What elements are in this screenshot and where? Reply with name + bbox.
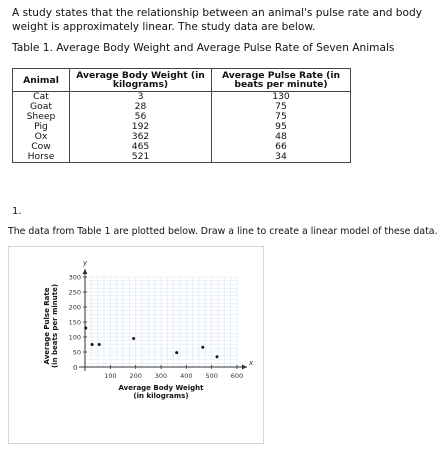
data-point — [98, 343, 101, 346]
table-row — [13, 122, 351, 132]
cell-animal: Pig — [13, 122, 70, 132]
cell-pulse: 75 — [212, 112, 351, 122]
data-point — [175, 351, 178, 354]
y-axis-letter: y — [83, 259, 88, 267]
cell-pulse: 34 — [212, 152, 351, 163]
y-axis-arrow-icon — [83, 269, 88, 274]
question-number: 1. — [12, 206, 22, 217]
x-tick-label: 300 — [154, 372, 168, 380]
y-tick-label: 50 — [72, 348, 81, 357]
y-tick-label: 100 — [68, 333, 81, 342]
y-tick-label: 250 — [68, 288, 81, 297]
table-row — [13, 92, 351, 103]
plot-area[interactable] — [8, 246, 264, 444]
cell-weight: 28 — [70, 102, 212, 112]
cell-weight: 362 — [70, 132, 212, 142]
table-row — [13, 112, 351, 122]
table-row — [13, 102, 351, 112]
cell-weight: 192 — [70, 122, 212, 132]
table-caption: Table 1. Average Body Weight and Average Pulse Rate of Seven Animals — [12, 42, 395, 54]
data-point — [215, 355, 218, 358]
cell-pulse: 95 — [212, 122, 351, 132]
x-axis-letter: x — [249, 359, 254, 367]
cell-pulse: 48 — [212, 132, 351, 142]
x-tick-label: 200 — [129, 372, 142, 380]
x-tick-label: 600 — [230, 372, 244, 380]
data-table — [12, 68, 351, 163]
cell-weight: 3 — [70, 92, 212, 103]
cell-weight: 56 — [70, 112, 212, 122]
header-animal: Animal — [13, 69, 70, 92]
x-axis-title: Average Body Weight (in kilograms) — [118, 384, 204, 400]
cell-pulse: 130 — [212, 92, 351, 103]
cell-animal: Cow — [13, 142, 70, 152]
ticks — [69, 273, 244, 380]
cell-weight: 465 — [70, 142, 212, 152]
y-tick-label: 300 — [68, 273, 81, 282]
header-body-weight: Average Body Weight (in kilograms) — [70, 69, 212, 92]
header-pulse-rate: Average Pulse Rate (in beats per minute) — [212, 69, 351, 92]
y-tick-label: 200 — [68, 303, 81, 312]
cell-animal: Ox — [13, 132, 70, 142]
cell-animal: Sheep — [13, 112, 70, 122]
data-point — [84, 327, 87, 330]
cell-animal: Cat — [13, 92, 70, 103]
intro-text: A study states that the relationship between an animal's pulse rate and body weight is approximately linear. The study data are below. — [12, 7, 422, 33]
x-tick-label: 400 — [180, 372, 193, 380]
scatter-plot[interactable] — [9, 247, 263, 443]
table-row — [13, 142, 351, 152]
y-axis-title: Average Pulse Rate(in beats per minute) — [43, 283, 59, 369]
cell-pulse: 75 — [212, 102, 351, 112]
origin-label: 0 — [73, 364, 78, 372]
cell-animal: Goat — [13, 102, 70, 112]
data-point — [201, 346, 204, 349]
table-row — [13, 152, 351, 163]
cell-pulse: 66 — [212, 142, 351, 152]
data-point — [132, 337, 135, 340]
cell-animal: Horse — [13, 152, 70, 163]
x-axis-arrow-icon — [242, 365, 247, 370]
grid — [85, 277, 237, 367]
x-tick-label: 100 — [104, 372, 117, 380]
table-header-row — [13, 69, 351, 92]
data-points — [84, 327, 218, 359]
x-tick-label: 500 — [205, 372, 218, 380]
y-tick-label: 150 — [68, 318, 81, 327]
table-row — [13, 132, 351, 142]
question-prompt: The data from Table 1 are plotted below. Draw a line to create a linear model of these data. — [8, 226, 438, 237]
cell-weight: 521 — [70, 152, 212, 163]
data-point — [91, 343, 94, 346]
